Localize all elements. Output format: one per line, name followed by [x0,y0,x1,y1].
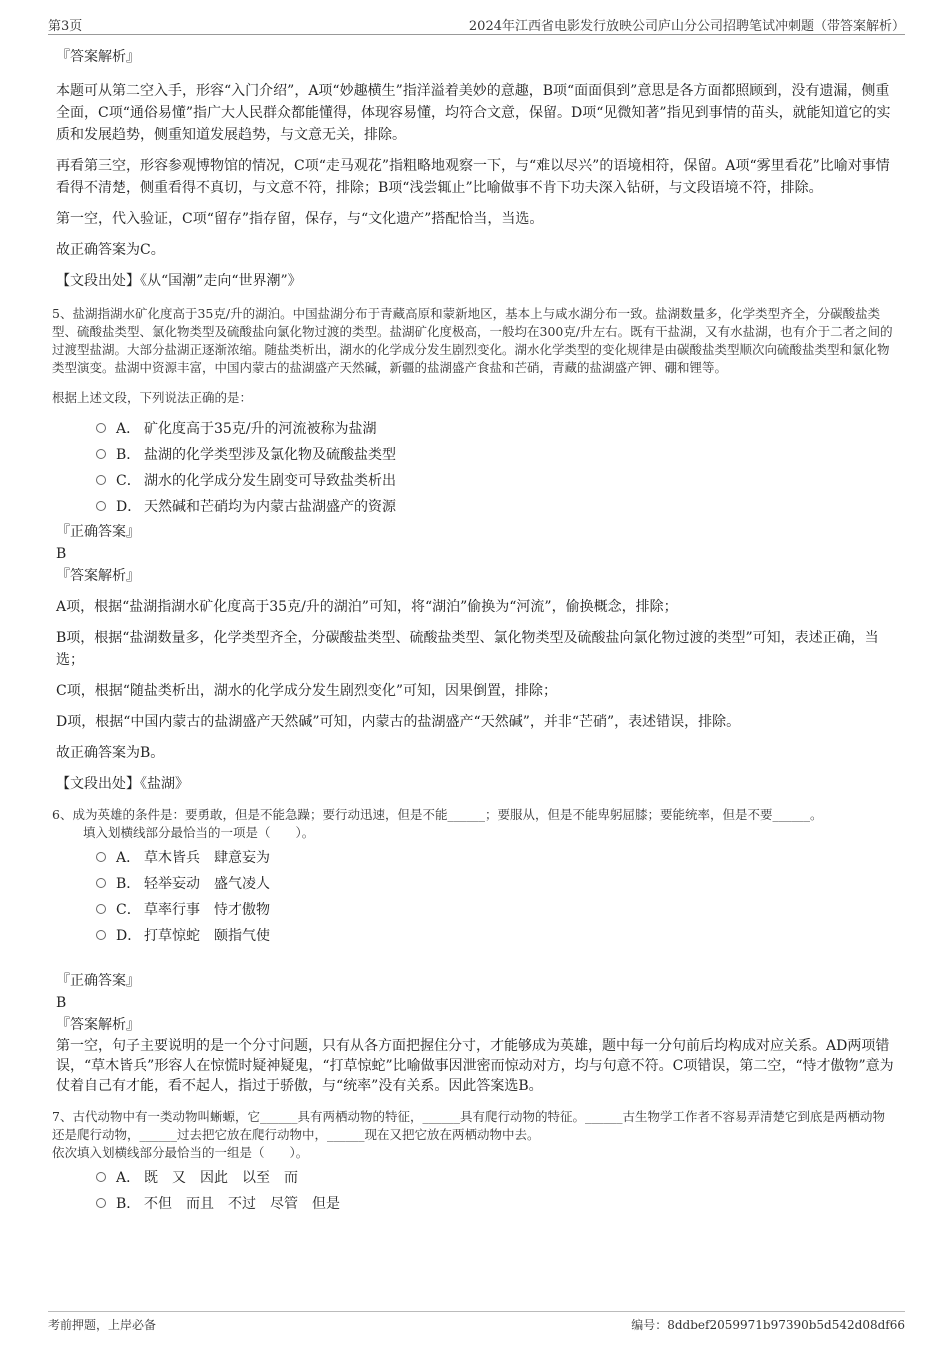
radio-icon[interactable] [96,423,106,433]
page-header [48,12,905,35]
radio-icon[interactable] [96,878,106,888]
q4-analysis-p4: 故正确答案为C。 [56,242,165,258]
q4-source: 【文段出处】《从“国潮”走向“世界潮”》 [56,273,302,289]
q4-analysis-p2: 再看第三空，形容参观博物馆的情况，C项“走马观花”指粗略地观察一下，与“难以尽兴”的语境相符，保留。A项“雾里看花”比喻对事情看得不清楚，侧重看得不真切，与文意不符，排除；B项“浅尝辄止”比喻做事不肯下功夫深入钻研，与文段语境不符，排除。 [56,158,890,196]
document-title: 2024年江西省电影发行放映公司庐山分公司招聘笔试冲刺题（带答案解析） [468,19,905,34]
page-number: 第3页 [48,19,83,34]
q5-analysis-b: B项，根据“盐湖数量多，化学类型齐全，分碳酸盐类型、硫酸盐类型、氯化物类型及硫酸盐向氯化物过渡的类型”可知，表述正确，当选； [56,630,879,668]
q5-stem: 5、盐湖指湖水矿化度高于35克/升的湖泊。中国盐湖分布于青藏高原和蒙新地区，基本上与咸水湖分布一致。盐湖数量多，化学类型齐全，分碳酸盐类型、硫酸盐类型、氯化物类型及硫酸盐向氯化物过渡的类型。盐湖矿化度极高，一般均在300克/升左右。既有干盐湖，又有水盐湖，也有介于二者之间的过渡型盐湖。大部分盐湖正逐渐浓缩。随盐类析出，湖水的化学成分发生剧烈变化。湖水化学类型的变化规律是由碳酸盐类型顺次向硫酸盐类型和氯化物类型演变。盐湖中资源丰富，中国内蒙古的盐湖盛产天然碱，新疆的盐湖盛产食盐和芒硝，青藏的盐湖盛产钾、硼和锂等。 [52,306,893,375]
radio-icon[interactable] [96,852,106,862]
q6-answer: B [56,995,67,1011]
q5-analysis-d: D项，根据“中国内蒙古的盐湖盛产天然碱”可知，内蒙古的盐湖盛产“天然碱”，并非“芒硝”，表述错误，排除。 [56,714,741,730]
q6-option-b[interactable]: B． 轻举妄动 盛气凌人 [96,870,896,896]
radio-icon[interactable] [96,930,106,940]
q5-option-b[interactable]: B． 盐湖的化学类型涉及氯化物及硫酸盐类型 [96,441,896,467]
q5-source: 【文段出处】《盐湖》 [56,776,189,792]
q4-analysis-title: 『答案解析』 [56,49,140,65]
q7-question: 依次填入划横线部分最恰当的一组是（ ）。 [52,1145,309,1160]
page-footer [48,1311,905,1336]
q6-options [56,844,896,948]
radio-icon[interactable] [96,1198,106,1208]
q7-option-a[interactable]: A． 既 又 因此 以至 而 [96,1164,896,1190]
document-id: 编号：8ddbef2059971b97390b5d542d08df66 [631,1318,905,1332]
q7-options [56,1164,896,1216]
q6-answer-title: 『正确答案』 [56,973,140,989]
q4-analysis-p1: 本题可从第二空入手，形容“入门介绍”，A项“妙趣横生”指洋溢着美妙的意趣，B项“面面俱到”意思是各方面都照顾到，没有遗漏，侧重全面，C项“通俗易懂”指广大人民群众都能懂得，体现容易懂，均符合文意，保留。D项“见微知著”指见到事情的苗头，就能知道它的实质和发展趋势，侧重知道发展趋势，与文意无关，排除。 [56,83,891,143]
radio-icon[interactable] [96,475,106,485]
q5-question: 根据上述文段，下列说法正确的是： [52,390,253,405]
q6-stem: 6、成为英雄的条件是：要勇敢，但是不能急躁；要行动迅速，但是不能______；要服从，但是不能卑躬屈膝；要能统率，但是不要______。 [52,807,823,822]
q5-option-a[interactable]: A． 矿化度高于35克/升的河流被称为盐湖 [96,415,896,441]
q6-question: 填入划横线部分最恰当的一项是（ ）。 [83,825,315,840]
q5-option-d[interactable]: D． 天然碱和芒硝均为内蒙古盐湖盛产的资源 [96,493,896,519]
q5-analysis-conclusion: 故正确答案为B。 [56,745,165,761]
document-body [52,44,896,1216]
radio-icon[interactable] [96,449,106,459]
q5-analysis-c: C项，根据“随盐类析出，湖水的化学成分发生剧烈变化”可知，因果倒置，排除； [56,683,558,699]
q7-option-b[interactable]: B． 不但 而且 不过 尽管 但是 [96,1190,896,1216]
radio-icon[interactable] [96,501,106,511]
q5-analysis-a: A项，根据“盐湖指湖水矿化度高于35克/升的湖泊”可知，将“湖泊”偷换为“河流”，偷换概念，排除； [56,599,678,615]
q6-option-c[interactable]: C． 草率行事 恃才傲物 [96,896,896,922]
q6-analysis-title: 『答案解析』 [56,1017,140,1033]
q5-answer-title: 『正确答案』 [56,524,140,540]
q7-stem: 7、古代动物中有一类动物叫蜥螈，它______具有两栖动物的特征，______具有爬行动物的特征。______古生物学工作者不容易弄清楚它到底是两栖动物还是爬行动物，______过去把它放在爬行动物中，______现在又把它放在两栖动物中去。 [52,1109,885,1142]
footer-slogan: 考前押题，上岸必备 [48,1318,157,1332]
q5-option-c[interactable]: C． 湖水的化学成分发生剧变可导致盐类析出 [96,467,896,493]
radio-icon[interactable] [96,1172,106,1182]
q5-options [56,415,896,519]
q5-analysis-title: 『答案解析』 [56,568,140,584]
q4-analysis-p3: 第一空，代入验证，C项“留存”指存留，保存，与“文化遗产”搭配恰当，当选。 [56,211,544,227]
radio-icon[interactable] [96,904,106,914]
q6-option-a[interactable]: A． 草木皆兵 肆意妄为 [96,844,896,870]
q6-analysis: 第一空，句子主要说明的是一个分寸问题，只有从各方面把握住分寸，才能够成为英雄，题中每一分句前后均构成对应关系。AD两项错误，“草木皆兵”形容人在惊慌时疑神疑鬼，“打草惊蛇”比喻做事因泄密而惊动对方，均与句意不符。C项错误，第二空，“恃才傲物”意为仗着自己有才能，看不起人，指过于骄傲，与“统率”没有关系。因此答案选B。 [56,1038,894,1094]
q5-answer: B [56,546,67,562]
q6-option-d[interactable]: D． 打草惊蛇 颐指气使 [96,922,896,948]
